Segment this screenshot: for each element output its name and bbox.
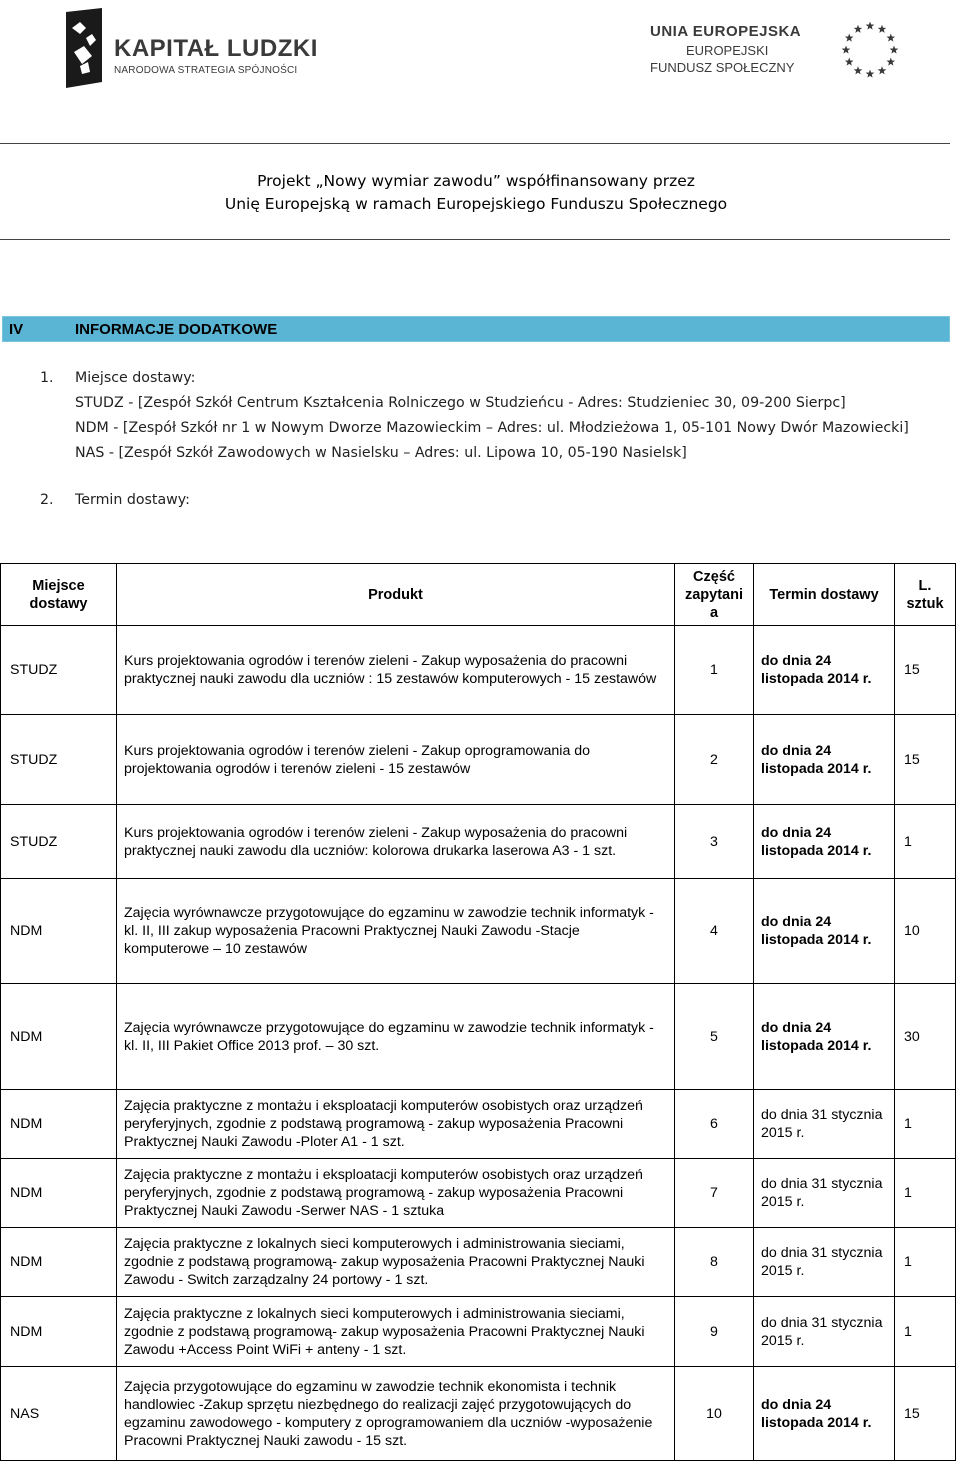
delivery-line-ndm: NDM - [Zespół Szkół nr 1 w Nowym Dworze Mazowieckim – Adres: ul. Młodzieżowa 1, 05-101 Nowy Dwór Mazowiecki]	[75, 420, 909, 436]
row-place: NDM	[1, 1090, 117, 1159]
term-heading-block	[40, 492, 190, 508]
project-line-1: Projekt „Nowy wymiar zawodu” współfinansowany przez	[257, 172, 695, 190]
eu-star-icon	[887, 58, 896, 66]
row-term: do dnia 24 listopada 2014 r.	[754, 626, 895, 715]
eu-star-icon	[845, 58, 854, 66]
kapital-ludzki-emblem-icon	[62, 8, 106, 88]
eu-star-icon	[878, 25, 887, 33]
delivery-line-nas: NAS - [Zespół Szkół Zawodowych w Nasielsku – Adres: ul. Lipowa 10, 05-190 Nasielsk]	[75, 445, 687, 461]
row-product: Zajęcia praktyczne z lokalnych sieci komputerowych i administrowania sieciami, zgodnie z podstawą programową- zakup wyposażenia Pracowni Praktycznej Nauki Zawodu - Switch zarządzalny 24 portowy - 1 szt.	[117, 1228, 675, 1297]
row-term: do dnia 31 stycznia 2015 r.	[754, 1228, 895, 1297]
header-qty	[895, 564, 956, 626]
header-part-line3: a	[709, 604, 719, 621]
row-term: do dnia 31 stycznia 2015 r.	[754, 1297, 895, 1367]
section-number: IV	[9, 321, 24, 338]
row-term: do dnia 31 stycznia 2015 r.	[754, 1159, 895, 1228]
row-qty: 1	[895, 1159, 956, 1228]
header-term: Termin dostawy	[754, 564, 895, 626]
header-part-line1: Część	[693, 568, 735, 585]
table-row	[1, 1367, 956, 1461]
row-part: 1	[675, 626, 754, 715]
header-place-line1: Miejsce	[32, 577, 85, 594]
row-product: Zajęcia praktyczne z lokalnych sieci komputerowych i administrowania sieciami, zgodnie z podstawą programową- zakup wyposażenia Pracowni Praktycznej Nauki Zawodu +Access Point WiFi + anteny - 1 szt.	[117, 1297, 675, 1367]
row-qty: 15	[895, 715, 956, 805]
row-product: Kurs projektowania ogrodów i terenów zieleni - Zakup oprogramowania do projektowania ogrodów i terenów zieleni - 15 zestawów	[117, 715, 675, 805]
table-row	[1, 1297, 956, 1367]
eu-star-icon	[890, 46, 899, 54]
row-qty: 1	[895, 1228, 956, 1297]
eu-star-icon	[866, 22, 875, 30]
header-qty-line2: sztuk	[906, 595, 944, 612]
row-qty: 1	[895, 1297, 956, 1367]
row-part: 2	[675, 715, 754, 805]
row-product: Zajęcia wyrównawcze przygotowujące do egzaminu w zawodzie technik informatyk - kl. II, III zakup wyposażenia Pracowni Praktycznej Nauki Zawodu -Stacje komputerowe – 10 zestawów	[117, 879, 675, 984]
eu-star-icon	[854, 66, 863, 74]
row-place: NDM	[1, 1228, 117, 1297]
table-row	[1, 984, 956, 1090]
row-place: STUDZ	[1, 805, 117, 879]
delivery-schedule-table	[0, 563, 956, 1461]
delivery-heading-number: 1.	[40, 370, 54, 386]
eu-logo-line2: EUROPEJSKI	[686, 43, 769, 58]
eu-star-icon	[845, 34, 854, 42]
term-heading-number: 2.	[40, 492, 54, 508]
table-header-row	[1, 564, 956, 626]
row-product: Zajęcia wyrównawcze przygotowujące do egzaminu w zawodzie technik informatyk - kl. II, III Pakiet Office 2013 prof. – 30 szt.	[117, 984, 675, 1090]
row-product: Zajęcia praktyczne z montażu i eksploatacji komputerów osobistych oraz urządzeń peryferyjnych, zgodnie z podstawą programową - zakup wyposażenia Pracowni Praktycznej Nauki Zawodu -Serwer NAS - 1 sztuka	[117, 1159, 675, 1228]
row-part: 3	[675, 805, 754, 879]
header-place	[1, 564, 117, 626]
eu-logo-line3: FUNDUSZ SPOŁECZNY	[650, 60, 795, 75]
header-product: Produkt	[117, 564, 675, 626]
section-header	[2, 316, 950, 342]
eu-logo-line1: UNIA EUROPEJSKA	[650, 23, 802, 40]
eu-star-icon	[878, 66, 887, 74]
row-product: Kurs projektowania ogrodów i terenów zieleni - Zakup wyposażenia do pracowni praktycznej nauki zawodu dla uczniów: kolorowa drukarka laserowa A3 - 1 szt.	[117, 805, 675, 879]
row-term: do dnia 31 stycznia 2015 r.	[754, 1090, 895, 1159]
kapital-ludzki-subtitle: NARODOWA STRATEGIA SPÓJNOŚCI	[114, 65, 298, 76]
row-place: NDM	[1, 1159, 117, 1228]
row-term: do dnia 24 listopada 2014 r.	[754, 879, 895, 984]
row-product: Zajęcia przygotowujące do egzaminu w zawodzie technik ekonomista i technik handlowiec -Zakup sprzętu niezbędnego do realizacji zajęć przygotowujących do egzaminu zawodowego - komputery z oprogramowaniem dla uczniów -wyposażenie Pracowni Praktycznej Nauki zawodu - 15 szt.	[117, 1367, 675, 1461]
eu-star-icon	[887, 34, 896, 42]
caption-divider	[0, 239, 950, 240]
table-row	[1, 626, 956, 715]
row-qty: 1	[895, 805, 956, 879]
delivery-place-block	[40, 366, 909, 466]
row-part: 4	[675, 879, 754, 984]
kapital-ludzki-title: KAPITAŁ LUDZKI	[114, 35, 318, 62]
row-product: Kurs projektowania ogrodów i terenów zieleni - Zakup wyposażenia do pracowni praktycznej nauki zawodu dla uczniów : 15 zestawów komputerowych - 15 zestawów	[117, 626, 675, 715]
header-part-line2: zapytani	[684, 586, 743, 603]
row-qty: 10	[895, 879, 956, 984]
row-place: NDM	[1, 879, 117, 984]
row-place: NAS	[1, 1367, 117, 1461]
table-row	[1, 805, 956, 879]
eu-star-icon	[866, 70, 875, 78]
row-term: do dnia 24 listopada 2014 r.	[754, 984, 895, 1090]
project-caption	[0, 170, 952, 216]
term-heading: Termin dostawy:	[75, 492, 190, 508]
table-row	[1, 1228, 956, 1297]
row-part: 8	[675, 1228, 754, 1297]
row-place: STUDZ	[1, 715, 117, 805]
row-term: do dnia 24 listopada 2014 r.	[754, 1367, 895, 1461]
row-part: 6	[675, 1090, 754, 1159]
header-divider	[0, 143, 950, 144]
row-qty: 30	[895, 984, 956, 1090]
header-part	[675, 564, 754, 626]
row-qty: 15	[895, 626, 956, 715]
row-place: NDM	[1, 1297, 117, 1367]
row-part: 7	[675, 1159, 754, 1228]
row-part: 9	[675, 1297, 754, 1367]
table-row	[1, 715, 956, 805]
header-place-line2: dostawy	[29, 595, 88, 612]
table-row	[1, 879, 956, 984]
header-qty-line1: L.	[918, 577, 932, 594]
table-row	[1, 1090, 956, 1159]
row-qty: 1	[895, 1090, 956, 1159]
row-term: do dnia 24 listopada 2014 r.	[754, 715, 895, 805]
eu-star-icon	[854, 25, 863, 33]
section-title: INFORMACJE DODATKOWE	[75, 321, 278, 338]
project-line-2: Unię Europejską w ramach Europejskiego Funduszu Społecznego	[224, 195, 728, 213]
row-place: NDM	[1, 984, 117, 1090]
row-product: Zajęcia praktyczne z montażu i eksploatacji komputerów osobistych oraz urządzeń peryferyjnych, zgodnie z podstawą programową - zakup wyposażenia Pracowni Praktycznej Nauki Zawodu -Ploter A1 - 1 szt.	[117, 1090, 675, 1159]
kapital-ludzki-logo	[62, 8, 318, 88]
eu-logo	[650, 12, 930, 82]
eu-stars-icon	[838, 18, 902, 82]
row-place: STUDZ	[1, 626, 117, 715]
delivery-line-studz: STUDZ - [Zespół Szkół Centrum Kształcenia Rolniczego w Studzieńcu - Adres: Studzieniec 30, 09-200 Sierpc]	[75, 395, 846, 411]
eu-star-icon	[842, 46, 851, 54]
delivery-heading: Miejsce dostawy:	[75, 370, 196, 386]
row-part: 5	[675, 984, 754, 1090]
table-row	[1, 1159, 956, 1228]
row-qty: 15	[895, 1367, 956, 1461]
row-term: do dnia 24 listopada 2014 r.	[754, 805, 895, 879]
row-part: 10	[675, 1367, 754, 1461]
